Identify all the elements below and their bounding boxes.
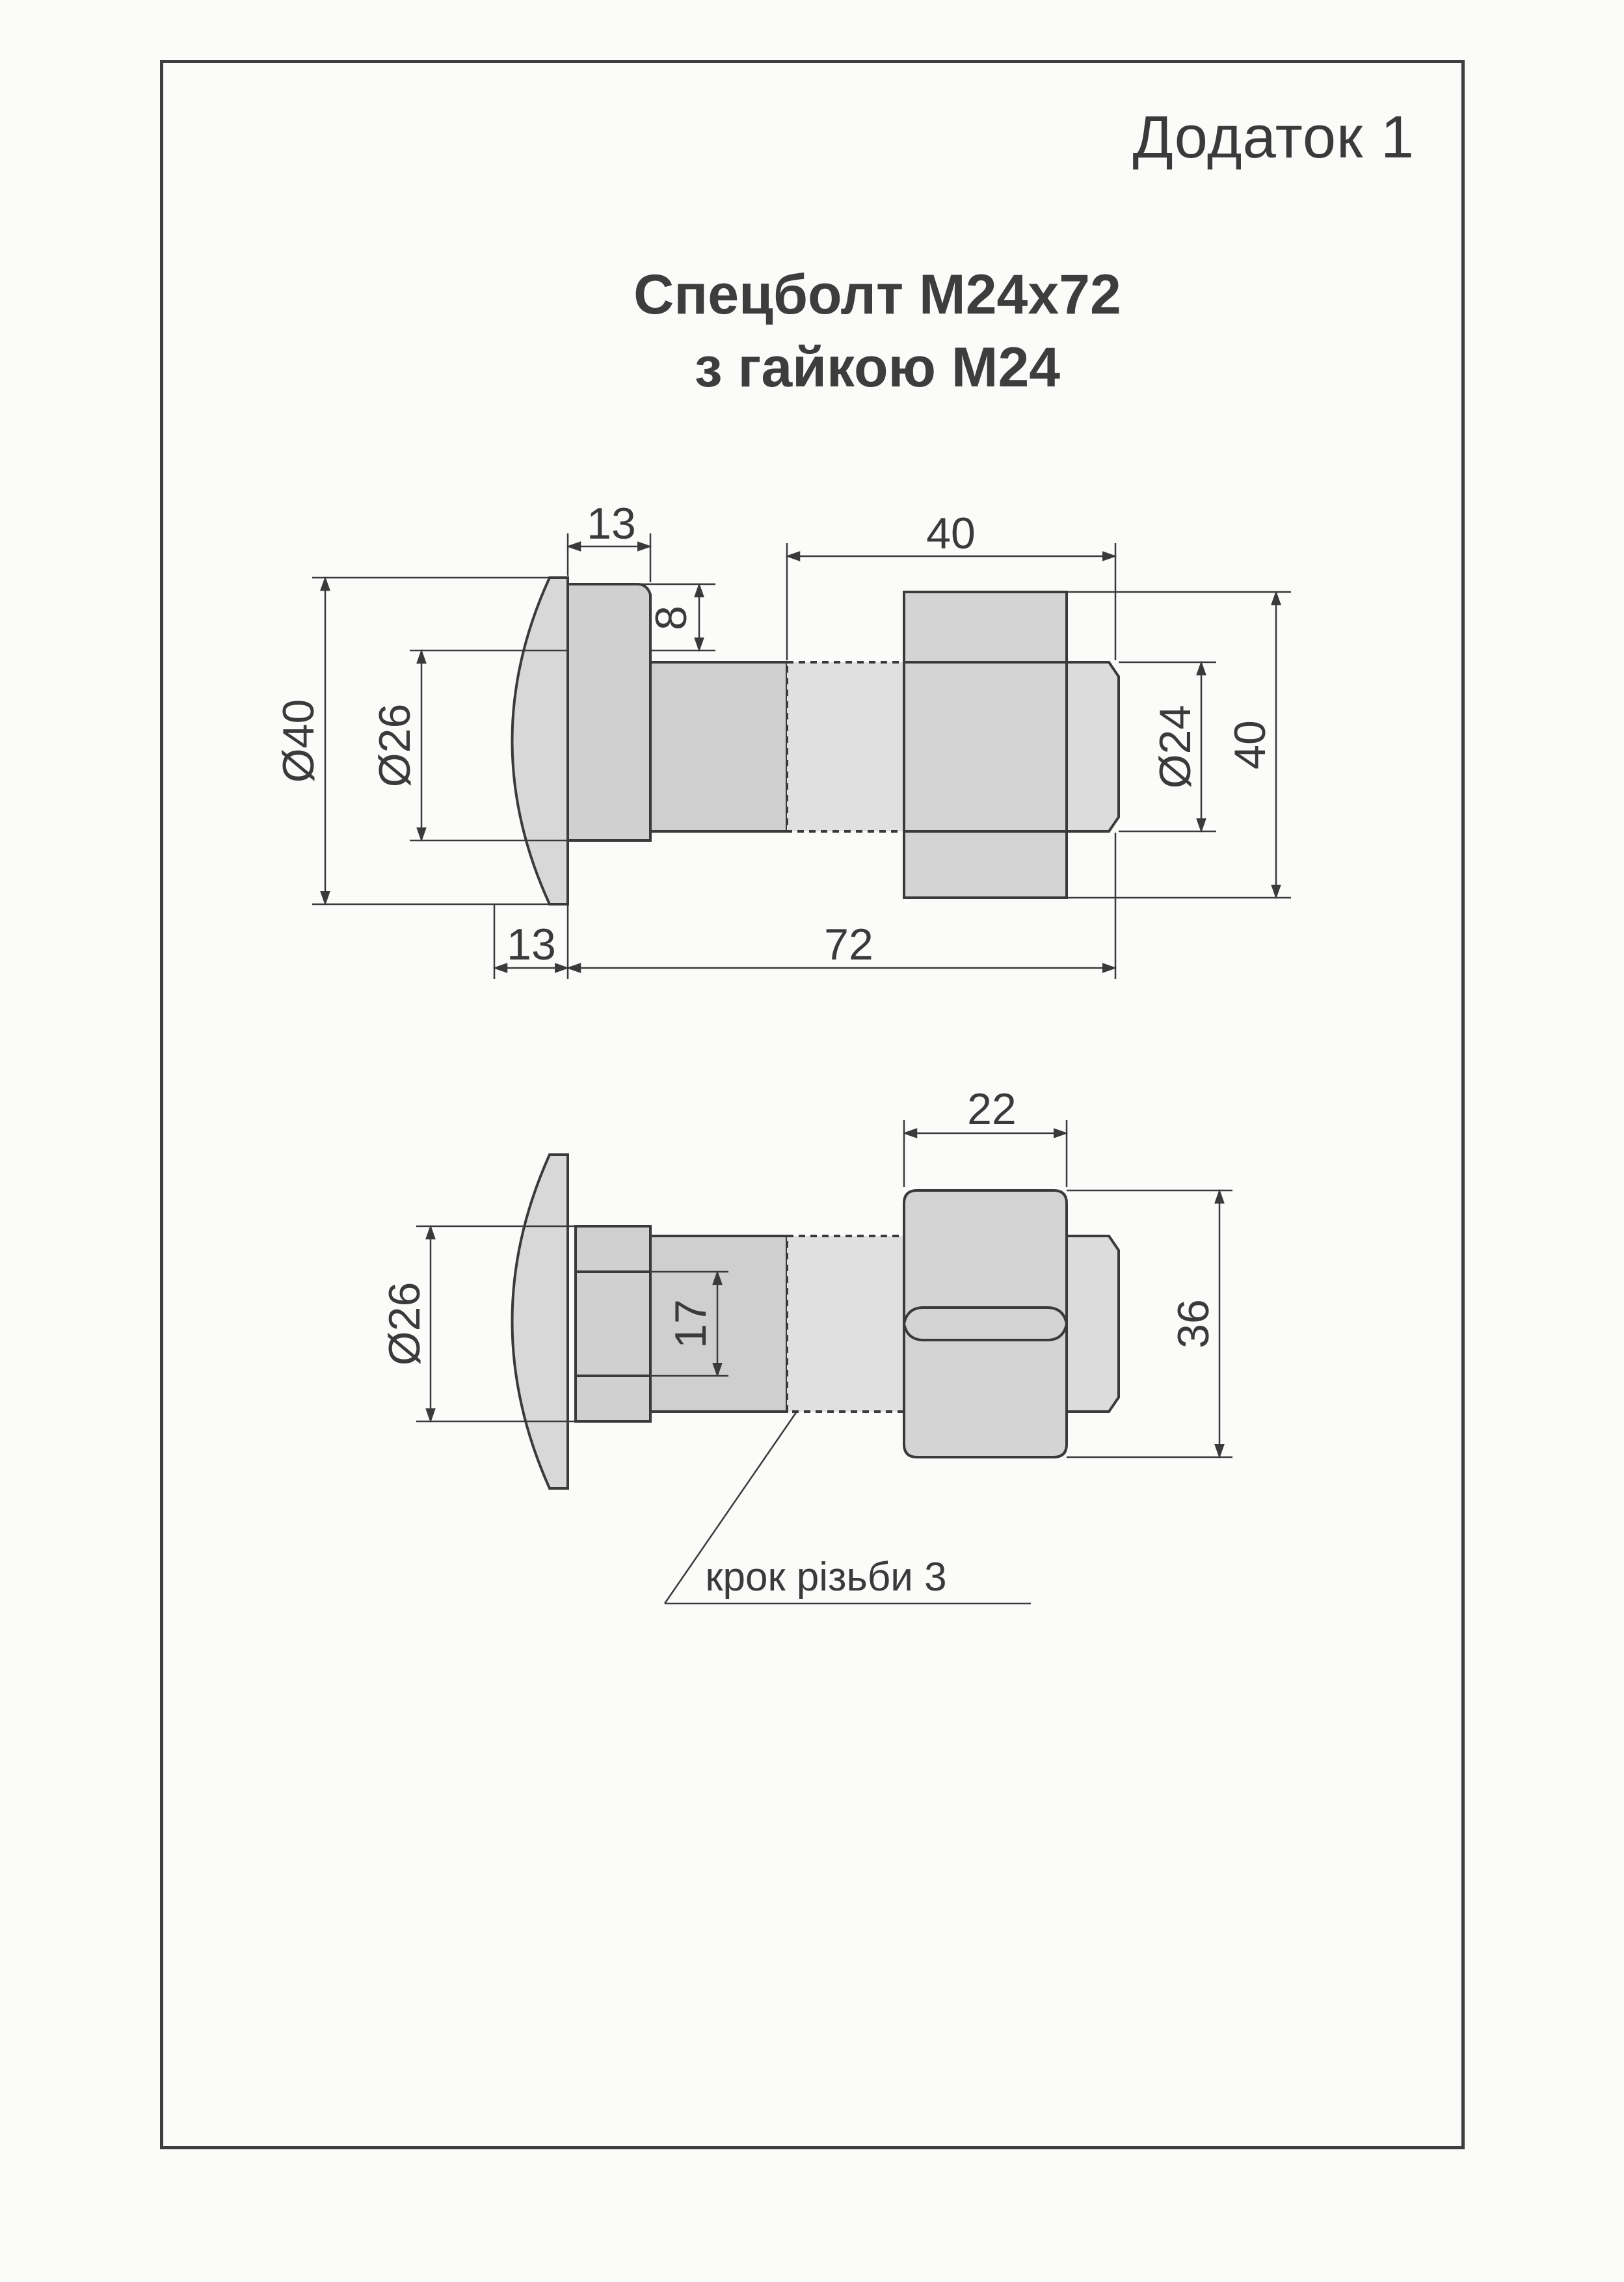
thread-pitch-note: крок різьби 3 bbox=[705, 1555, 947, 1600]
bolt-head-bottom bbox=[512, 1155, 568, 1488]
dim-thread-diameter: Ø24 bbox=[1151, 705, 1200, 789]
bolt-square-section bbox=[568, 584, 650, 840]
dim-neck-diameter: Ø26 bbox=[370, 703, 419, 788]
dim-bolt-length: 72 bbox=[824, 920, 873, 969]
square-section-bottom bbox=[576, 1226, 650, 1421]
bolt-top-view bbox=[512, 578, 1119, 904]
bolt-thread bbox=[787, 662, 904, 831]
dim-head-thickness: 13 bbox=[507, 920, 556, 969]
dim-thread-length: 40 bbox=[926, 509, 976, 558]
thread-bottom bbox=[787, 1236, 904, 1412]
nut bbox=[904, 592, 1067, 898]
title-line-1: Спецболт М24х72 bbox=[633, 263, 1121, 326]
title-line-2: з гайкою М24 bbox=[694, 336, 1061, 399]
dim-nut-size: 40 bbox=[1225, 720, 1275, 770]
hex-nut bbox=[904, 1190, 1067, 1457]
dim-nut-width: 22 bbox=[967, 1084, 1017, 1134]
bolt-head bbox=[512, 578, 568, 904]
bolt-bottom-view bbox=[512, 1155, 1119, 1488]
dim-square-size: 17 bbox=[666, 1299, 715, 1349]
dim-flat-height: 8 bbox=[646, 606, 696, 630]
dim-neck-diameter-bottom: Ø26 bbox=[380, 1282, 429, 1366]
annex-label: Додаток 1 bbox=[1132, 104, 1415, 170]
bolt-end bbox=[1067, 662, 1119, 831]
dim-head-width: 13 bbox=[587, 499, 636, 548]
dim-head-diameter: Ø40 bbox=[274, 699, 323, 783]
bolt-neck bbox=[650, 662, 787, 831]
dim-nut-across-flats: 36 bbox=[1169, 1299, 1218, 1349]
bolt-end-bottom bbox=[1067, 1236, 1119, 1412]
